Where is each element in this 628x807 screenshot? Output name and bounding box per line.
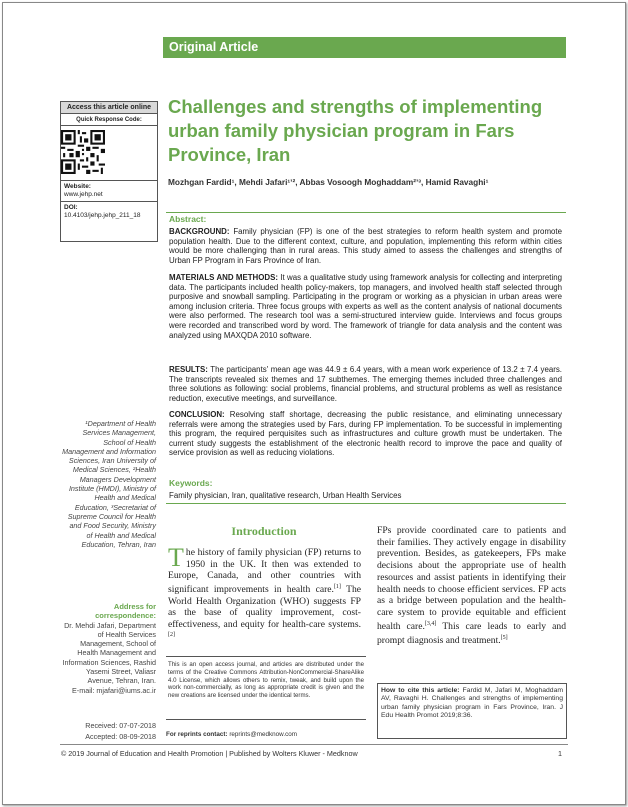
cite-text: Fardid M, Jafari M, Moghaddam AV, Ravaghi H. Challenges and strengths of implementing urban family physician program in Fars Province, Iran. J Edu Health Promot 2019;8:36. xyxy=(381,687,564,720)
intro-paragraph-2 xyxy=(377,525,566,646)
license-notice: This is an open access journal, and articles are distributed under the terms of the Creative Commons Attribution-NonCommercial-ShareAlike 4.0 License, which allows others to remix, tweak, and build upon the work non-commercially, as long as appropriate credit is given and the new creations are licensed under the identical terms. xyxy=(166,656,366,720)
abstract-background xyxy=(169,227,562,265)
intro-text-2b: This care leads to early and prompt diagnosis and treatment. xyxy=(377,620,566,646)
correspondence xyxy=(62,602,156,695)
citation-ref[interactable]: [5] xyxy=(500,634,508,641)
reprints-label: For reprints contact: xyxy=(166,731,228,738)
intro-text-1b: The World Health Organization (WHO) suggests FP as the base of quality improvement, cost-effectiveness, and equity for health-care systems. xyxy=(168,583,361,630)
conclusion-text: Resolving staff shortage, decreasing the public resistance, and eliminating unnecessary referrals were among the strategies used by Fars, during FP implementation. To be successful in implementing this program, the required perquisites such as infrastructures and culture growth must be undertaken. The current study suggests the establishment of the electronic health record to improve the pace and quality of service provision as well as reducing violations. xyxy=(169,410,562,458)
access-box xyxy=(60,101,158,242)
qr-code-graphic xyxy=(61,130,105,174)
reprints-email[interactable]: reprints@medknow.com xyxy=(229,731,297,738)
website-section xyxy=(61,180,157,201)
received-date: Received: 07-07-2018 xyxy=(85,721,156,730)
citation-ref[interactable]: [1] xyxy=(333,583,341,590)
author-list: Mozhgan Fardid¹, Mehdi Jafari¹ʼ², Abbas Vosoogh Moghaddam²ʼ³, Hamid Ravaghi¹ xyxy=(168,177,489,187)
cite-label: How to cite this article: xyxy=(381,687,460,694)
doi-label: DOI: xyxy=(64,204,78,211)
intro-text-2a: FPs provide coordinated care to patients and their families. They actively engage in disability prevention. Besides, as gatekeepers, FPs make decisions about the appropriate use of health resources and assist patients in identifying their health needs to choose efficient services. FP acts as a bridge between population and the health-care system to provide equitable and efficient health care. xyxy=(377,525,566,632)
accepted-date: Accepted: 08-09-2018 xyxy=(85,732,156,741)
introduction-heading: Introduction xyxy=(231,524,297,538)
background-text: Family physician (FP) is one of the best strategies to reform health system and promote population health. Due to the different context, culture, and population, implementing this reform within cities would be more challenging than in rural areas. This study aimed to assess the challenges and strengths of Urban FP Program in Fars Province of Iran. xyxy=(169,227,562,265)
abstract-results xyxy=(169,365,562,403)
article-type-banner: Original Article xyxy=(163,37,566,58)
qr-code-icon xyxy=(61,126,157,180)
drop-cap: T xyxy=(168,543,184,572)
reprints-contact xyxy=(166,731,297,738)
doi-link[interactable]: 10.4103/jehp.jehp_211_18 xyxy=(64,212,141,219)
correspondence-address: Dr. Mehdi Jafari, Department of Health Services Management, School of Health Management and Information Sciences, Rashid Yasemi Street, Valiasr Avenue, Tehran, Iran. xyxy=(62,620,156,686)
results-text: The participants' mean age was 44.9 ± 6.4 years, with a mean work experience of 13.2 ± 7.4 years. The transcripts revealed six themes and 17 subthemes. The emerging themes included three challenges and three solutions as following: social problems, financial problems, and structural problems as well as resistance reduction, executive meetings, and surveillance. xyxy=(169,365,563,403)
abstract-methods xyxy=(169,273,562,340)
qr-label: Quick Response Code: xyxy=(61,114,157,126)
citation-ref[interactable]: [3,4] xyxy=(424,620,437,627)
correspondence-heading: Address for correspondence: xyxy=(95,602,156,621)
doi-section xyxy=(61,201,157,222)
website-label: Website: xyxy=(64,183,91,190)
article-dates xyxy=(62,720,156,742)
access-box-header: Access this article online xyxy=(61,102,157,114)
intro-paragraph-1 xyxy=(168,543,361,644)
keywords-text: Family physician, Iran, qualitative research, Urban Health Services xyxy=(169,491,402,500)
background-label: BACKGROUND: xyxy=(169,227,230,236)
conclusion-label: CONCLUSION: xyxy=(169,410,225,419)
methods-label: MATERIALS AND METHODS: xyxy=(169,273,278,282)
intro-text-1a: he history of family physician (FP) returns to 1950 in the UK. It then was extended to Europe, Canada, and other countries with significant improvements in health care. xyxy=(168,547,361,595)
affiliations: ¹Department of Health Services Management, School of Health Management and Information Sciences, Iran University of Medical Sciences, ²Health Managers Development Institute (HMDI), Ministry of Health and Medical Education, ³Secretariat of Supreme Council for Health and Food Security, Ministry of Health and Medical Education, Tehran, Iran xyxy=(62,419,156,549)
methods-text: It was a qualitative study using framework analysis for collecting and interpreting data. The participants included health policy-makers, top managers, and involved health staff selected through purposive and snowball sampling. Participating in the program or working as a physician in urban areas were among inclusion criteria. Three focus groups with experts as well as the content analysis of national documents were also performed. The research tool was a semi-structured interview guide. Interviews and focus groups were recorded and transcribed word by word. The framework of triangle for data analysis and the content was analyzed using MAXQDA 2010 software. xyxy=(169,273,562,340)
how-to-cite-box xyxy=(377,683,567,739)
website-link[interactable]: www.jehp.net xyxy=(64,191,103,198)
keywords-heading: Keywords: xyxy=(169,478,213,488)
abstract-heading: Abstract: xyxy=(169,214,207,224)
correspondence-email[interactable]: E-mail: mjafari@iums.ac.ir xyxy=(72,685,156,695)
page-number: 1 xyxy=(558,749,562,758)
page-footer: © 2019 Journal of Education and Health Promotion | Published by Wolters Kluwer - Medknow xyxy=(61,749,358,758)
article-title: Challenges and strengths of implementing urban family physician program in Fars Province, Iran xyxy=(168,96,543,165)
results-label: RESULTS: xyxy=(169,365,208,374)
footer-divider xyxy=(60,744,568,745)
abstract-conclusion xyxy=(169,410,562,458)
citation-ref[interactable]: [2] xyxy=(168,632,175,639)
